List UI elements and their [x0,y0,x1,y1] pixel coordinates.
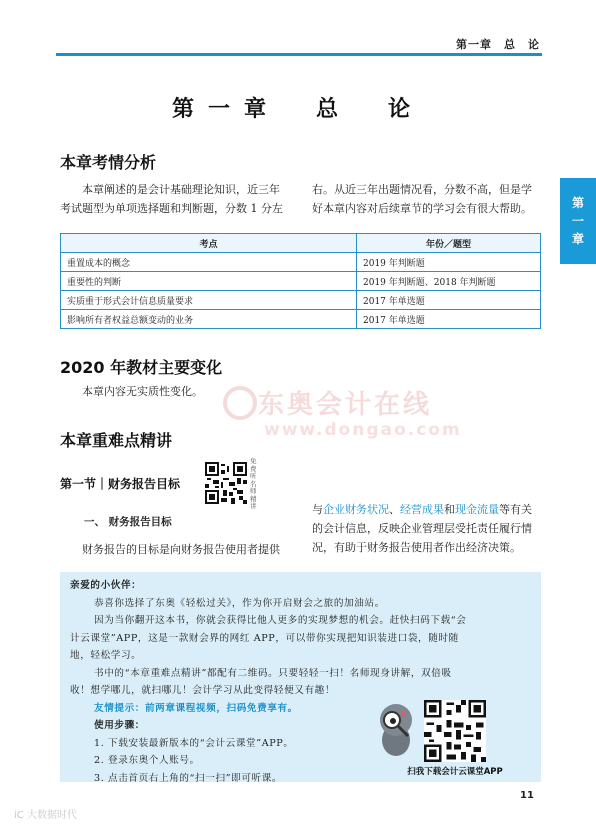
watermark-text: 东奥会计在线 [258,390,433,420]
qr-code-icon[interactable] [205,462,247,504]
exam-points-table [60,233,541,329]
term-operating-results: 经营成果 [400,503,444,516]
bottom-logo: iC 大数据时代 [14,810,77,821]
text-line: 右。从近三年出题情况看，分数不高，但是学 [312,183,532,196]
qr-code-icon[interactable] [424,700,486,762]
step-item: 1. 下载安装最新版本的“会计云课堂”APP。 [94,737,294,749]
term-financial-position: 企业财务状况 [323,503,389,516]
table-cell: 2019 年判断题、2018 年判断题 [357,272,541,291]
text-line: 本章阐述的是会计基础理论知识，近三年 [82,183,280,196]
section-title-key-points: 本章重难点精讲 [60,431,173,450]
running-header: 第一章 总 论 [456,38,540,51]
text-fragment: 、 [389,503,400,516]
section1-text-right [312,500,548,557]
promo-paragraph: 恭喜你选择了东奥《轻松过关》，作为你开启财会之旅的加油站。 [94,597,385,609]
table-row [61,291,541,310]
side-tab-char: 章 [571,232,584,246]
table-header-cell: 年份／题型 [357,234,541,253]
text-line: 考试题型为单项选择题和判断题，分数 1 分左 [60,202,283,215]
page-number: 11 [520,790,534,801]
table-header-cell: 考点 [61,234,357,253]
analysis-text-right [312,180,548,218]
qr-download-caption: 扫我下载会计云课堂APP [407,767,503,777]
section1-text-left: 财务报告的目标是向财务报告使用者提供 [82,543,280,556]
text-line [312,500,548,519]
table-cell: 重置成本的概念 [61,253,357,272]
table-cell: 影响所有者权益总额变动的业务 [61,310,357,329]
watermark-logo-icon [223,386,257,420]
analysis-text-left [60,180,300,218]
table-cell: 2017 年单选题 [357,291,541,310]
promo-greeting: 亲爱的小伙伴： [70,580,142,591]
table-row [61,253,541,272]
text-fragment: 和 [444,503,455,516]
section1-heading: 第一节｜财务报告目标 [60,477,181,491]
steps-title: 使用步骤： [94,720,145,731]
text-fragment: 等有关 [499,503,532,516]
text-line: 好本章内容对后续章节的学习会有很大帮助。 [312,202,532,215]
section-title-analysis: 本章考情分析 [60,153,157,172]
text-line: 的会计信息，反映企业管理层受托责任履行情 [312,522,532,535]
promo-paragraph: 书中的“本章重难点精讲”都配有二维码。只要轻轻一扫！名师现身讲解，双倍吸 [94,667,452,679]
promo-hint: 友情提示：前两章课程视频，扫码免费享有。 [94,702,298,714]
promo-paragraph: 计云课堂”APP，这是一款财会界的网红 APP，可以带你实现把知识装进口袋，随时随 [70,632,459,644]
section-title-changes: 2020 年教材主要变化 [60,358,223,377]
promo-paragraph: 收！想学哪儿，就扫哪儿！会计学习从此变得轻便又有趣！ [70,685,336,696]
table-row [61,272,541,291]
chapter-side-tab[interactable] [560,178,596,264]
qr-caption: 免费听名师精讲 [250,457,257,510]
table-header-row [61,234,541,253]
promo-paragraph: 因为当你翻开这本书，你就会获得比他人更多的实现梦想的机会。赶快扫码下载“会 [94,615,467,626]
step-item: 2. 登录东奥个人账号。 [94,755,200,766]
promo-paragraph: 地，轻松学习。 [70,650,142,661]
table-cell: 2019 年判断题 [357,253,541,272]
subsection-heading: 一、 财务报告目标 [84,516,172,528]
side-tab-char: 第 [571,196,584,210]
table-cell: 实质重于形式会计信息质量要求 [61,291,357,310]
chapter-title: 第一章 总 论 [171,97,424,122]
watermark-url: www.dongao.com [264,420,462,440]
text-line: 况，有助于财务报告使用者作出经济决策。 [312,541,521,554]
table-row [61,310,541,329]
table-cell: 2017 年单选题 [357,310,541,329]
header-rule [56,53,542,56]
mascot-icon [372,700,420,760]
side-tab-char: 一 [571,214,584,228]
term-cash-flow: 现金流量 [455,503,499,516]
step-item: 3. 点击首页右上角的“扫一扫”即可听课。 [94,772,283,784]
table-cell: 重要性的判断 [61,272,357,291]
text-fragment: 与 [312,503,323,516]
changes-text: 本章内容无实质性变化。 [82,385,203,398]
